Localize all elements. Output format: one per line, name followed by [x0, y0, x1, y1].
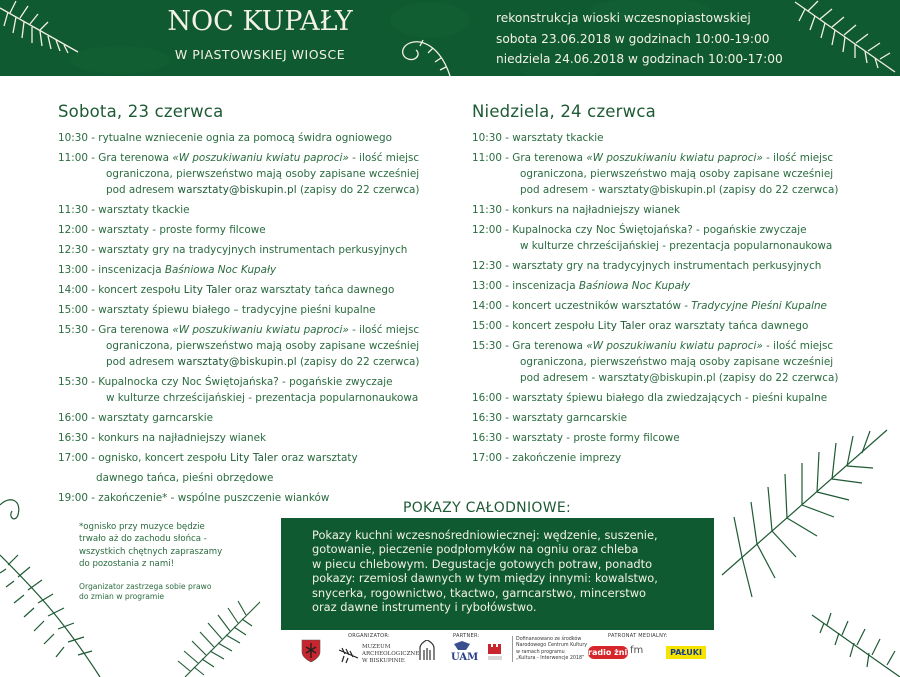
- event-title: NOC KUPAŁY: [167, 6, 353, 37]
- funding-line: w ramach programu: [516, 649, 565, 655]
- event-time: 14:00: [58, 284, 88, 296]
- event-text: - Gra terenowa: [87, 324, 173, 336]
- event-text: - warsztaty gry na tradycyjnych instrumentach perkusyjnych: [501, 260, 822, 272]
- event-text: - Kupalnocka czy Noc Świętojańska? - pogańskie zwyczaje: [87, 376, 393, 388]
- event-text: - rytualne wzniecenie ognia za pomocą świdra ogniowego: [87, 132, 393, 144]
- schedule-item: [58, 302, 458, 318]
- event-text: - inscenizacja: [501, 280, 579, 292]
- event-highlight: «W poszukiwaniu kwiatu paproci»: [586, 152, 763, 164]
- event-time: 12:30: [58, 244, 88, 256]
- event-text: (zapisy do 22 czerwca): [296, 356, 420, 368]
- pokazy-line: w piecu chlebowym. Degustacje gotowych potraw, ponadto: [312, 556, 653, 571]
- event-text: - warsztaty śpiewu białego – tradycyjne pieśni kupalne: [87, 304, 376, 316]
- event-text: pod adresem - warsztaty@biskupin.pl (zapisy do 22 czerwca): [520, 372, 839, 384]
- schedule-item: [472, 150, 872, 198]
- voivodeship-crest-icon: [300, 638, 322, 664]
- event-text: - zakończenie* - wspólne puszczenie wianków: [87, 492, 330, 504]
- event-time: 15:30: [58, 376, 88, 388]
- event-time: 17:00: [58, 452, 88, 464]
- schedule-item: [58, 130, 458, 146]
- divider: [512, 636, 513, 662]
- event-text: oraz warsztaty tańca dawnego: [645, 320, 809, 332]
- sponsors-footer: [290, 632, 710, 677]
- event-time: 16:30: [472, 432, 502, 444]
- event-text: pod adresem: [106, 356, 178, 368]
- organizer-label: ORGANIZATOR:: [348, 633, 390, 639]
- pokazy-line: oraz dawne instrumenty i rybołówstwo.: [312, 600, 537, 615]
- schedule-item: [472, 318, 872, 334]
- pokazy-box: [281, 518, 714, 630]
- schedule-item: [58, 202, 458, 218]
- pokazy-line: gotowanie, pieczenie podpłomyków na ogniu oraz chleba: [312, 542, 639, 557]
- event-text: ograniczona, pierwszeństwo mają osoby zapisane wcześniej: [106, 340, 420, 352]
- event-text: - warsztaty śpiewu białego dla zwiedzających - pieśni kupalne: [501, 392, 828, 404]
- event-highlight: «W poszukiwaniu kwiatu paproci»: [172, 324, 349, 336]
- schedule-item: [58, 450, 458, 486]
- event-highlight: «W poszukiwaniu kwiatu paproci»: [586, 340, 763, 352]
- funding-line: „Kultura - Interwencje 2018”: [516, 656, 585, 662]
- saturday-schedule: [58, 102, 458, 510]
- event-subtitle: W PIASTOWSKIEJ WIOSCE: [174, 47, 346, 62]
- event-text: - warsztaty - proste formy filcowe: [501, 432, 680, 444]
- event-text: - warsztaty garncarskie: [501, 412, 627, 424]
- event-time: 10:30: [58, 132, 88, 144]
- schedule-item: [58, 410, 458, 426]
- event-highlight: «W poszukiwaniu kwiatu paproci»: [172, 152, 349, 164]
- museum-line: ARCHEOLOGICZNE: [362, 651, 420, 657]
- event-time: 10:30: [472, 132, 502, 144]
- footnote-line: trwało aż do zachodu słońca -: [79, 534, 207, 545]
- schedule-item: [472, 258, 872, 274]
- radio-fm-label: fm: [630, 645, 644, 656]
- uam-logo: UAM: [451, 652, 479, 663]
- event-time: 14:00: [472, 300, 502, 312]
- event-text: pod adresem - warsztaty@biskupin.pl (zapisy do 22 czerwca): [520, 184, 839, 196]
- schedule-item: [58, 430, 458, 446]
- footnote-line: do pozostania z nami!: [79, 558, 175, 569]
- email-link[interactable]: warsztaty@biskupin.pl: [177, 184, 297, 196]
- event-text: oraz warsztaty tańca dawnego: [231, 284, 395, 296]
- schedule-item: [472, 130, 872, 146]
- event-time: 11:00: [472, 152, 502, 164]
- event-text: - warsztaty garncarskie: [87, 412, 213, 424]
- pokazy-line: snycerka, rogownictwo, tkactwo, garncarstwo, mincerstwo: [312, 585, 647, 600]
- schedule-item: [58, 490, 458, 506]
- event-text: - koncert zespołu: [87, 284, 184, 296]
- schedule-item: [58, 282, 458, 298]
- event-highlight: Baśniowa Noc Kupały: [164, 264, 277, 276]
- event-text: - Gra terenowa: [501, 340, 587, 352]
- event-text: - warsztaty tkackie: [501, 132, 604, 144]
- schedule-item: [472, 390, 872, 406]
- event-highlight: Baśniowa Noc Kupały: [578, 280, 691, 292]
- footnote: [79, 521, 222, 570]
- event-text: (zapisy do 22 czerwca): [296, 184, 420, 196]
- event-text: - Kupalnocka czy Noc Świętojańska? - pogańskie zwyczaje: [501, 224, 807, 236]
- event-time: 12:30: [472, 260, 502, 272]
- schedule-item: [472, 410, 872, 426]
- paluki-logo: PAŁUKI: [666, 646, 706, 659]
- event-text: - inscenizacja: [87, 264, 165, 276]
- gothic-arch-logo-icon: [418, 640, 436, 662]
- event-time: 15:00: [58, 304, 88, 316]
- schedule-item: [472, 430, 872, 446]
- schedule-item: [58, 374, 458, 406]
- event-text: - ognisko, koncert zespołu: [87, 452, 231, 464]
- event-text: w kulturze chrześcijańskiej - prezentacja popularnonaukowa: [106, 392, 419, 404]
- event-text: - zakończenie imprezy: [501, 452, 622, 464]
- museum-name: [362, 644, 419, 665]
- fiddlehead-icon: [403, 40, 450, 76]
- partner-label: PARTNER:: [453, 633, 480, 639]
- event-time: 11:30: [58, 204, 88, 216]
- event-time: 11:30: [472, 204, 502, 216]
- band-name: Lity Taler: [230, 452, 278, 464]
- pokazy-line: pokazy: rzemiosł dawnych w tym między innymi: kowalstwo,: [312, 571, 658, 586]
- event-text: - koncert uczestników warsztatów -: [501, 300, 692, 312]
- event-text: - ilość miejsc: [348, 152, 420, 164]
- event-text: - Gra terenowa: [87, 152, 173, 164]
- event-text: - konkurs na najładniejszy wianek: [501, 204, 680, 216]
- schedule-item: [58, 150, 458, 198]
- sunday-schedule: [472, 102, 872, 470]
- event-time: 16:30: [58, 432, 88, 444]
- schedule-item: [472, 202, 872, 218]
- day-title: Sobota, 23 czerwca: [58, 102, 224, 121]
- schedule-item: [58, 222, 458, 238]
- event-text: - ilość miejsc: [348, 324, 420, 336]
- event-time: 15:30: [472, 340, 502, 352]
- schedule-item: [472, 338, 872, 386]
- event-text: ograniczona, pierwszeństwo mają osoby zapisane wcześniej: [106, 168, 420, 180]
- event-text: - warsztaty tkackie: [87, 204, 190, 216]
- event-text: ograniczona, pierwszeństwo mają osoby zapisane wcześniej: [520, 356, 834, 368]
- schedule-item: [472, 278, 872, 294]
- event-time: 12:00: [58, 224, 88, 236]
- eagle-emblem-icon: [452, 640, 472, 652]
- funding-note: [516, 637, 587, 663]
- schedule-item: [472, 298, 872, 314]
- footnote-line: *ognisko przy muzyce będzie: [79, 522, 205, 532]
- event-time: 12:00: [472, 224, 502, 236]
- funding-line: Narodowego Centrum Kultury: [516, 643, 588, 649]
- pokazy-description: [312, 528, 658, 614]
- fern-icon: [795, 1, 895, 72]
- info-line: sobota 23.06.2018 w godzinach 10:00-19:00: [496, 31, 770, 46]
- schedule-item: [58, 242, 458, 258]
- event-time: 19:00: [58, 492, 88, 504]
- schedule-item: [58, 262, 458, 278]
- event-text: pod adresem: [106, 184, 178, 196]
- event-text: - ilość miejsc: [762, 340, 834, 352]
- event-time: 13:00: [472, 280, 502, 292]
- day-title: Niedziela, 24 czerwca: [472, 102, 656, 121]
- event-text: - warsztaty - proste formy filcowe: [87, 224, 266, 236]
- email-link[interactable]: warsztaty@biskupin.pl: [177, 356, 297, 368]
- band-name: Lity Taler: [183, 284, 232, 296]
- event-text: - warsztaty gry na tradycyjnych instrumentach perkusyjnych: [87, 244, 408, 256]
- event-time: 16:00: [58, 412, 88, 424]
- disclaimer-line: Organizator zastrzega sobie prawo: [79, 582, 212, 591]
- info-line: rekonstrukcja wioski wczesnopiastowskiej: [496, 11, 751, 25]
- info-line: niedziela 24.06.2018 w godzinach 10:00-17:00: [496, 52, 783, 66]
- pokazy-title: POKAZY CAŁODNIOWE:: [403, 500, 572, 516]
- museum-logo-icon: [338, 644, 360, 664]
- schedule-item: [472, 222, 872, 254]
- fern-icon: [0, 1, 78, 53]
- event-time: 17:00: [472, 452, 502, 464]
- event-text: dawnego tańca, pieśni obrzędowe: [96, 472, 274, 484]
- event-time: 15:30: [58, 324, 88, 336]
- footnote-line: wszystkich chętnych zapraszamy: [79, 546, 223, 557]
- radio-znin-logo: radio żnin: [588, 648, 633, 657]
- event-time: 16:30: [472, 412, 502, 424]
- event-time: 16:00: [472, 392, 502, 404]
- event-text: - Gra terenowa: [501, 152, 587, 164]
- event-highlight: Tradycyjne Pieśni Kupalne: [691, 300, 827, 312]
- event-time: 11:00: [58, 152, 88, 164]
- event-text: w kulturze chrześcijańskiej - prezentacja popularnonaukowa: [520, 240, 833, 252]
- media-patron-label: PATRONAT MEDIALNY:: [608, 633, 668, 639]
- funding-line: Dofinansowano ze środków: [516, 637, 582, 642]
- event-info: [496, 8, 783, 70]
- schedule-item: [58, 322, 458, 370]
- museum-line: MUZEUM: [362, 644, 391, 650]
- event-time: 13:00: [58, 264, 88, 276]
- ncc-castle-icon: [486, 640, 504, 662]
- disclaimer: [79, 582, 211, 602]
- disclaimer-line: do zmian w programie: [79, 592, 165, 601]
- header-banner: [0, 0, 900, 76]
- schedule-item: [472, 450, 872, 466]
- event-time: 15:00: [472, 320, 502, 332]
- museum-line: W BISKUPINIE: [362, 658, 405, 664]
- band-name: Lity Taler: [597, 320, 646, 332]
- event-text: - ilość miejsc: [762, 152, 834, 164]
- event-text: - konkurs na najładniejszy wianek: [87, 432, 266, 444]
- pokazy-line: Pokazy kuchni wczesnośredniowiecznej: wędzenie, suszenie,: [312, 528, 658, 542]
- event-text: oraz warsztaty: [277, 452, 358, 464]
- event-text: ograniczona, pierwszeństwo mają osoby zapisane wcześniej: [520, 168, 834, 180]
- event-text: - koncert zespołu: [501, 320, 598, 332]
